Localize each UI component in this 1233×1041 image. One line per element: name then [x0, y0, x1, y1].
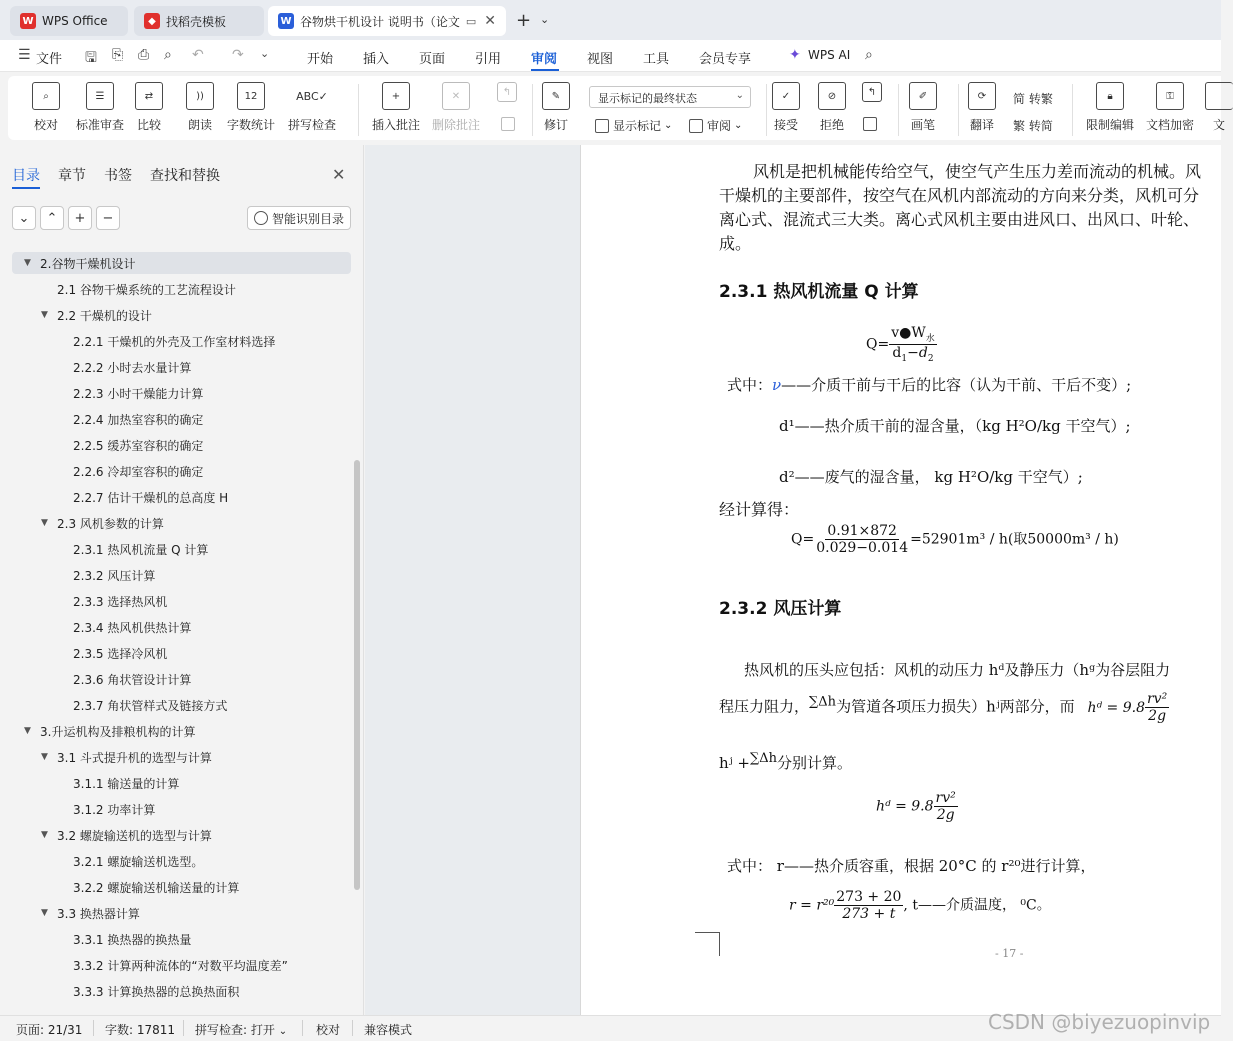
formula-r: r = r²⁰ $\frac{273 + 20}{273 + t}$ , t——介质温度， ⁰C。 — [789, 889, 1051, 922]
restrict-edit-button[interactable]: 🔒︎ 限制编辑 — [1086, 82, 1134, 133]
ribbon-separator — [1072, 84, 1073, 136]
paragraph-line: hʲ +∑Δh分别计算。 — [719, 751, 853, 772]
word-count-button[interactable]: 12 字数统计 — [227, 82, 275, 133]
compare-icon: ⇄ — [135, 82, 163, 110]
toc-item[interactable] — [57, 616, 191, 638]
toc-item[interactable] — [41, 746, 212, 768]
toc-item[interactable] — [57, 382, 203, 404]
next-change-icon — [863, 117, 877, 131]
redo-icon[interactable]: ↷ — [232, 47, 244, 63]
remove-heading-button[interactable] — [96, 206, 120, 230]
collapse-up-button[interactable] — [40, 206, 64, 230]
toc-item[interactable] — [57, 798, 155, 820]
standard-review-icon: ☰ — [86, 82, 114, 110]
toc-item[interactable] — [57, 460, 203, 482]
where-d1: d¹——热介质干前的湿含量，（kg H²O/kg 干空气）; — [779, 417, 1131, 435]
menu-references[interactable]: 引用 — [475, 52, 502, 67]
paragraph-line: 程压力阻力，∑Δh为管道各项压力损失）hʲ两部分，而 hᵈ = 9.8 $\frac{\text{rv²}}{2g}$ — [719, 691, 1168, 724]
toc-item-label: 3.3.1 换热器的换热量 — [73, 932, 192, 947]
nav-tab-bookmarks[interactable]: 书签 — [104, 168, 132, 184]
toc-item-label: 2.1 谷物干燥系统的工艺流程设计 — [57, 282, 236, 297]
toc-item-label: 3.1 斗式提升机的选型与计算 — [57, 750, 212, 765]
minus-icon: − — [102, 210, 114, 226]
ribbon-separator — [898, 84, 899, 136]
plus-icon: + — [74, 210, 86, 226]
show-markup-icon — [595, 119, 609, 133]
read-aloud-button[interactable]: )) 朗读 — [186, 82, 214, 133]
expand-triangle-icon[interactable]: ▼ — [41, 908, 48, 918]
menu-file[interactable]: 文件 — [36, 52, 63, 67]
share-icon[interactable]: ⎘ — [112, 47, 124, 63]
close-icon[interactable]: ✕ — [332, 165, 346, 184]
prev-comment-button[interactable] — [497, 82, 517, 102]
crop-mark — [719, 932, 720, 956]
page-number: - 17 - — [995, 947, 1024, 960]
hamburger-icon[interactable]: ☰ — [18, 47, 31, 63]
prev-change-button[interactable] — [862, 82, 882, 102]
reject-icon: ⊘ — [818, 82, 846, 110]
wps-ai-icon[interactable]: ✦ — [789, 47, 801, 63]
delete-comment-icon: ✕ — [442, 82, 470, 110]
nav-scrollbar[interactable] — [354, 460, 360, 890]
prev-comment-icon: ↰ — [497, 82, 517, 102]
formula-q-result: Q= $\frac{0.91\times 872}{0.029-0.014}$ =52901m³ / h(取50000m³ / h) — [791, 523, 1119, 556]
menu-tools[interactable]: 工具 — [643, 52, 670, 67]
toc-item[interactable] — [41, 278, 236, 300]
expand-triangle-icon[interactable]: ▼ — [41, 518, 48, 528]
chevron-up-icon: ⌃ — [46, 210, 58, 226]
status-divider — [93, 1020, 94, 1036]
toc-item-label: 3.3 换热器计算 — [57, 906, 140, 921]
track-changes-button[interactable]: ✎ 修订 — [542, 82, 570, 133]
close-tab-icon[interactable]: ✕ — [484, 13, 496, 29]
watermark: CSDN @biyezuopinvip — [988, 1010, 1211, 1034]
ribbon-separator — [766, 84, 767, 136]
toc-item-label: 3.3.3 计算换热器的总换热面积 — [73, 984, 240, 999]
menu-member[interactable]: 会员专享 — [699, 52, 752, 67]
fraction: $\frac{273 + 20}{273 + t}$ — [836, 889, 902, 922]
toc-item[interactable] — [57, 330, 275, 352]
reject-button[interactable]: ⊘ 拒绝 — [818, 82, 846, 133]
toc-item-label: 2.3.4 热风机供热计算 — [73, 620, 192, 635]
translate-icon: ⟳ — [968, 82, 996, 110]
search-icon[interactable]: ⌕ — [865, 47, 873, 63]
menu-bar — [0, 40, 1221, 72]
more-ribbon-button[interactable]: 文 — [1205, 82, 1233, 133]
toc-item[interactable] — [57, 694, 227, 716]
word-count-icon: 12 — [237, 82, 265, 110]
toc-item[interactable] — [41, 304, 152, 326]
compat-mode-status: 兼容模式 — [364, 1023, 413, 1037]
expand-triangle-icon[interactable]: ▼ — [24, 726, 31, 736]
toc-item[interactable] — [12, 252, 351, 274]
review-pane-icon — [689, 119, 703, 133]
track-changes-icon: ✎ — [542, 82, 570, 110]
encrypt-doc-icon: ⚿ — [1156, 82, 1184, 110]
show-markup-button[interactable]: 显示标记 ⌄ — [595, 117, 672, 134]
tab-label: 谷物烘干机设计 说明书（论文 — [300, 14, 460, 29]
toc-item-label: 3.2.1 螺旋输送机选型。 — [73, 854, 204, 869]
toc-item[interactable] — [57, 538, 208, 560]
pen-icon: ✐ — [909, 82, 937, 110]
proof-status[interactable]: 校对 — [316, 1023, 341, 1037]
toc-item-label: 3.3.2 计算两种流体的“对数平均温度差” — [73, 958, 288, 973]
next-change-button[interactable] — [863, 117, 881, 131]
menu-home[interactable]: 开始 — [307, 52, 334, 67]
toc-item-label: 2.3 风机参数的计算 — [57, 516, 164, 531]
toc-item[interactable] — [57, 980, 239, 1002]
toc-item-label: 2.2.5 缓苏室容积的确定 — [73, 438, 204, 453]
paragraph-line: 热风机的压头应包括：风机的动压力 hᵈ及静压力（hᵍ为谷层阻力 — [744, 661, 1171, 679]
toc-item-label: 2.3.1 热风机流量 Q 计算 — [73, 542, 209, 557]
nav-tab-toc[interactable]: 目录 — [12, 168, 40, 184]
doc-encrypt-button[interactable]: ⚿ 文档加密 — [1146, 82, 1194, 133]
collapse-down-button[interactable] — [12, 206, 36, 230]
toc-item-label: 2.谷物干燥机设计 — [40, 256, 136, 271]
add-heading-button[interactable] — [68, 206, 92, 230]
toc-item[interactable] — [57, 668, 191, 690]
to-traditional-button[interactable]: 简 转繁 — [1013, 92, 1053, 106]
expand-triangle-icon[interactable]: ▼ — [41, 830, 48, 840]
menu-insert[interactable]: 插入 — [363, 52, 390, 67]
next-comment-icon — [501, 117, 515, 131]
new-tab-icon[interactable]: + — [516, 10, 532, 31]
toc-item-label: 2.2.6 冷却室容积的确定 — [73, 464, 204, 479]
toc-item[interactable] — [57, 356, 191, 378]
menu-view[interactable]: 视图 — [587, 52, 614, 67]
docer-icon: ◆ — [144, 13, 160, 29]
read-aloud-icon: )) — [186, 82, 214, 110]
expand-triangle-icon[interactable]: ▼ — [41, 752, 48, 762]
chevron-down-icon[interactable]: ⌄ — [540, 13, 550, 26]
review-pane-button[interactable]: 审阅 ⌄ — [689, 117, 742, 134]
tab-label: WPS Office — [42, 14, 108, 28]
fraction: $\frac{\text{rv²}}{2g}$ — [1146, 691, 1168, 724]
toc-item[interactable] — [57, 876, 239, 898]
calc-label: 经计算得： — [719, 500, 800, 519]
toc-item[interactable] — [57, 486, 228, 508]
fraction: $\frac{0.91\times 872}{0.029-0.014}$ — [816, 523, 909, 556]
nav-tab-find-replace[interactable]: 查找和替换 — [150, 168, 220, 184]
toc-item[interactable] — [41, 824, 212, 846]
toc-item[interactable] — [57, 434, 203, 456]
toc-item-label: 3.1.2 功率计算 — [73, 802, 156, 817]
nav-tab-underline — [12, 187, 40, 189]
toc-item-label: 2.3.5 选择冷风机 — [73, 646, 168, 661]
chevron-down-icon: ⌄ — [735, 90, 744, 101]
formula-hd: hᵈ = 9.8 $\frac{\text{rv²}}{2g}$ — [876, 790, 956, 823]
fraction: $\frac{\text{rv²}}{2g}$ — [935, 790, 956, 823]
ribbon-separator — [532, 84, 533, 136]
wps-logo-icon: W — [20, 13, 36, 29]
toc-item-label: 2.2.7 估计干燥机的总高度 H — [73, 490, 229, 505]
status-divider — [352, 1020, 353, 1036]
compare-button[interactable]: ⇄ 比较 — [135, 82, 163, 133]
quick-access-chevron-icon[interactable]: ⌄ — [260, 47, 270, 60]
tab-bar — [0, 0, 1221, 40]
standard-review-button[interactable]: ☰ 标准审查 — [76, 82, 124, 133]
toc-item[interactable] — [57, 772, 179, 794]
toc-item-label: 2.2.1 干燥机的外壳及工作室材料选择 — [73, 334, 276, 349]
chevron-down-icon: ⌄ — [664, 120, 673, 131]
add-comment-icon: + — [382, 82, 410, 110]
document-page[interactable] — [580, 145, 1221, 1015]
accept-icon: ✓ — [772, 82, 800, 110]
toc-item-label: 3.2.2 螺旋输送机输送量的计算 — [73, 880, 240, 895]
prev-change-icon: ↰ — [862, 82, 882, 102]
toc-item[interactable] — [57, 642, 167, 664]
to-simplified-button[interactable]: 繁 转简 — [1013, 119, 1053, 133]
lock-doc-icon: 🔒︎ — [1096, 82, 1124, 110]
next-comment-button[interactable] — [501, 117, 519, 131]
toc-item-label: 2.3.2 风压计算 — [73, 568, 156, 583]
toc-item[interactable] — [57, 590, 167, 612]
toc-item[interactable] — [57, 928, 191, 950]
save-icon[interactable]: 🖫 — [85, 50, 97, 66]
crop-mark — [695, 932, 720, 933]
section-heading: 2.3.1 热风机流量 Q 计算 — [719, 282, 919, 302]
smart-toc-button[interactable]: 智能识别目录 — [247, 206, 351, 230]
spell-check-status[interactable]: 拼写检查: 打开 ⌄ — [195, 1023, 288, 1037]
toc-item-label: 3.2 螺旋输送机的选型与计算 — [57, 828, 212, 843]
menu-review[interactable]: 审阅 — [531, 52, 558, 67]
toc-item[interactable] — [57, 408, 203, 430]
toc-item-label: 2.2.4 加热室容积的确定 — [73, 412, 204, 427]
menu-page[interactable]: 页面 — [419, 52, 446, 67]
paragraph-line: 干燥机的主要部件，按空气在风机内部流动的方向来分类，风机可分 — [719, 186, 1200, 205]
smart-icon — [254, 211, 268, 225]
where-d2: d²——废气的湿含量， kg H²O/kg 干空气）; — [779, 468, 1083, 486]
tab-document[interactable] — [268, 6, 506, 36]
toc-item-label: 2.3.7 角状管样式及链接方式 — [73, 698, 228, 713]
nav-tab-sections[interactable]: 章节 — [58, 168, 86, 184]
toc-item-label: 2.3.3 选择热风机 — [73, 594, 168, 609]
section-heading: 2.3.2 风压计算 — [719, 599, 842, 619]
ribbon-separator — [358, 84, 359, 136]
where-line: 式中：ν——介质干前与干后的比容（认为干前、干后不变）; — [727, 376, 1132, 394]
proofread-button[interactable]: ⌕ 校对 — [32, 82, 60, 133]
toc-item-label: 3.升运机构及排粮机构的计算 — [40, 724, 196, 739]
toc-item-label: 3.1.1 输送量的计算 — [73, 776, 180, 791]
status-divider — [183, 1020, 184, 1036]
print-preview-icon[interactable]: ⌕ — [164, 47, 172, 63]
ink-button[interactable]: ✐ 画笔 — [909, 82, 937, 133]
ribbon-separator — [958, 84, 959, 136]
proofread-icon: ⌕ — [32, 82, 60, 110]
status-divider — [302, 1020, 303, 1036]
toc-item[interactable] — [41, 902, 140, 924]
toc-item-label: 2.2.2 小时去水量计算 — [73, 360, 192, 375]
toc-item[interactable] — [24, 720, 195, 742]
markup-display-select[interactable]: 显示标记的最终状态 ⌄ — [589, 86, 751, 108]
spell-check-button[interactable]: ABC✓ 拼写检查 — [288, 82, 336, 133]
formula-q: Q= $\frac{v●W_水}{d_1-d_2}$ — [866, 325, 935, 364]
print-icon[interactable]: ⎙ — [138, 47, 150, 63]
toc-item-label: 2.2 干燥机的设计 — [57, 308, 152, 323]
fraction: $\frac{v●W_水}{d_1-d_2}$ — [891, 325, 935, 364]
expand-triangle-icon[interactable]: ▼ — [41, 310, 48, 320]
toc-item-label: 2.2.3 小时干燥能力计算 — [73, 386, 204, 401]
paragraph-line: 离心式、混流式三大类。离心式风机主要由进风口、出风口、叶轮、 — [719, 210, 1200, 229]
toc-item[interactable] — [57, 564, 155, 586]
tab-wps-office[interactable] — [10, 6, 128, 36]
where-line: 式中： r——热介质容重，根据 20°C 的 r²⁰进行计算， — [727, 857, 1096, 875]
monitor-icon[interactable]: ▭ — [465, 14, 477, 28]
paragraph-line: 风机是把机械能传给空气，使空气产生压力差而流动的机械。风 — [753, 162, 1202, 181]
abc-icon: ABC✓ — [296, 89, 328, 103]
menu-wps-ai[interactable]: WPS AI — [808, 48, 851, 62]
insert-comment-button[interactable]: + 插入批注 — [372, 82, 420, 133]
chevron-down-icon: ⌄ — [18, 210, 30, 226]
chevron-down-icon: ⌄ — [278, 1026, 288, 1037]
doc-icon — [1205, 82, 1233, 110]
delete-comment-button[interactable]: ✕ 删除批注 — [432, 82, 480, 133]
navigation-pane — [0, 145, 364, 1015]
undo-icon[interactable]: ↶ — [192, 47, 204, 63]
chevron-down-icon: ⌄ — [734, 120, 743, 131]
toc-item[interactable] — [41, 512, 164, 534]
toc-item[interactable] — [57, 850, 203, 872]
paragraph-line: 成。 — [719, 234, 752, 253]
word-count-indicator[interactable]: 字数: 17811 — [105, 1023, 176, 1037]
accept-button[interactable]: ✓ 接受 — [772, 82, 800, 133]
active-menu-underline — [531, 69, 559, 71]
toc-item[interactable] — [57, 954, 288, 976]
expand-triangle-icon[interactable]: ▼ — [24, 258, 31, 268]
tab-docer-templates[interactable] — [134, 6, 264, 36]
page-indicator[interactable]: 页面: 21/31 — [16, 1023, 83, 1037]
toc-item-label: 2.3.6 角状管设计计算 — [73, 672, 192, 687]
translate-button[interactable]: ⟳ 翻译 — [968, 82, 996, 133]
word-doc-icon: W — [278, 13, 294, 29]
tab-label: 找稻壳模板 — [166, 14, 227, 29]
